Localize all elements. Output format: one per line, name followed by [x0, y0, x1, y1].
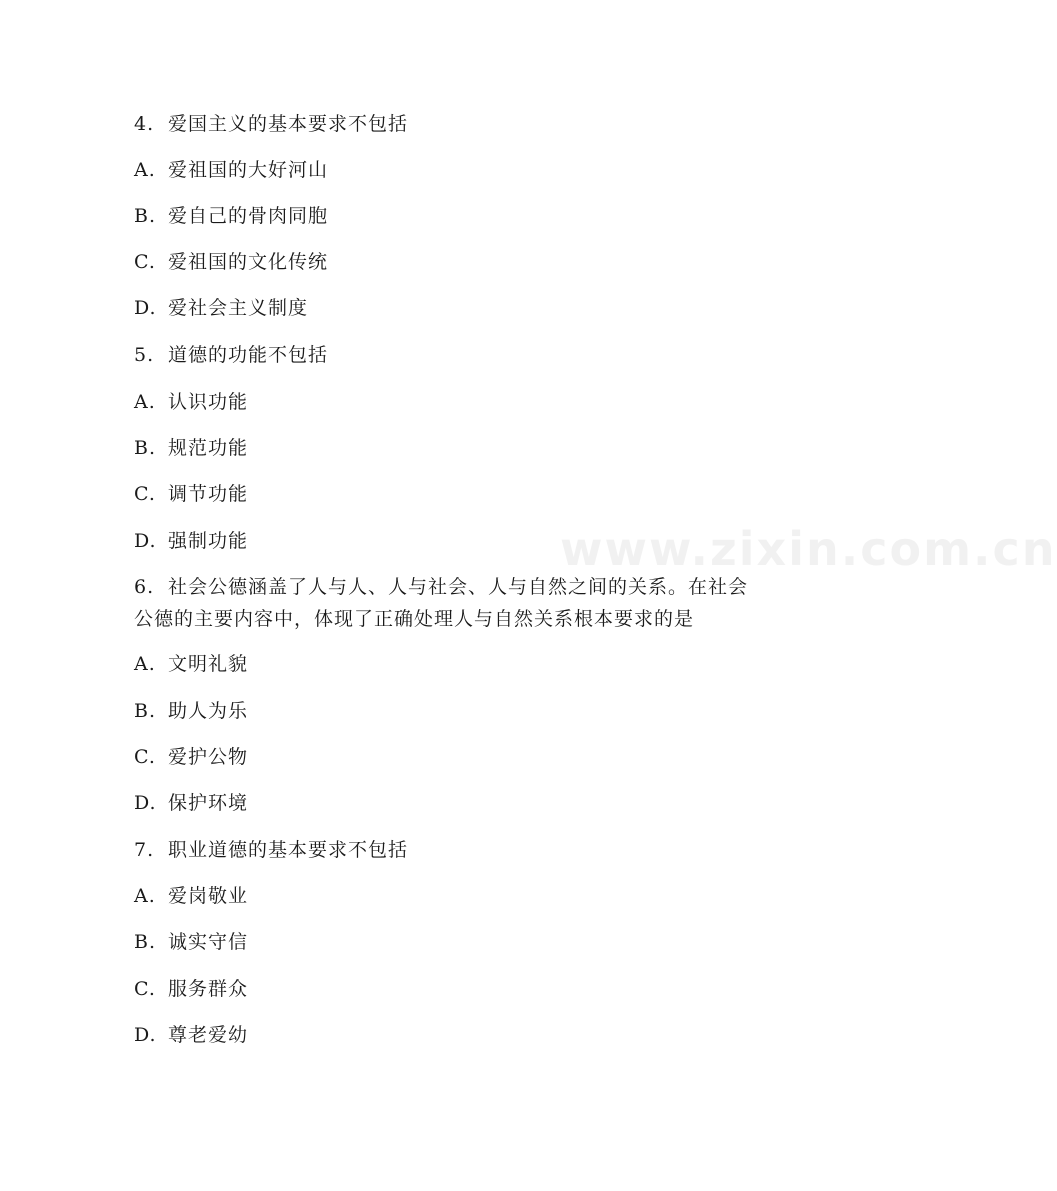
question-6-option-d: [134, 791, 248, 815]
option-text: 爱自己的骨肉同胞: [168, 205, 329, 227]
question-5-option-c: [134, 482, 248, 506]
question-5-option-b: [134, 436, 248, 460]
question-7-stem: [134, 838, 408, 862]
option-label: A.: [134, 653, 156, 675]
option-label: C.: [134, 978, 156, 1000]
question-4-option-b: [134, 204, 328, 228]
question-4-option-c: [134, 250, 328, 274]
question-4-option-d: [134, 296, 308, 320]
option-text: 诚实守信: [168, 931, 249, 953]
question-6-option-c: [134, 745, 248, 769]
question-4-stem: [134, 112, 408, 136]
question-number: 4.: [134, 113, 155, 135]
question-7-option-a: [134, 884, 248, 908]
option-label: B.: [134, 700, 157, 722]
question-4-option-a: [134, 158, 328, 182]
option-label: D.: [134, 1024, 157, 1046]
option-text: 爱社会主义制度: [168, 297, 309, 319]
option-label: B.: [134, 437, 157, 459]
option-text: 保护环境: [168, 792, 249, 814]
question-6-option-a: [134, 652, 248, 676]
option-label: D.: [134, 530, 157, 552]
option-text: 助人为乐: [168, 700, 249, 722]
option-text: 认识功能: [168, 391, 249, 413]
option-text: 规范功能: [168, 437, 249, 459]
option-label: A.: [134, 391, 156, 413]
option-text: 爱祖国的文化传统: [168, 251, 329, 273]
question-text: 道德的功能不包括: [168, 344, 329, 366]
option-label: C.: [134, 746, 156, 768]
option-text: 爱岗敬业: [168, 885, 249, 907]
option-text: 文明礼貌: [168, 653, 249, 675]
question-number: 5.: [134, 344, 155, 366]
option-text: 强制功能: [168, 530, 249, 552]
question-6-stem-line-2: 公德的主要内容中，体现了正确处理人与自然关系根本要求的是: [134, 608, 695, 630]
question-number: 7.: [134, 839, 155, 861]
option-label: C.: [134, 251, 156, 273]
option-label: B.: [134, 931, 157, 953]
option-text: 服务群众: [168, 978, 249, 1000]
option-text: 调节功能: [168, 483, 249, 505]
watermark: www.zixin.com.cn: [560, 522, 1057, 576]
question-7-option-d: [134, 1023, 248, 1047]
question-5-option-d: [134, 529, 248, 553]
question-text: 职业道德的基本要求不包括: [168, 839, 409, 861]
option-label: C.: [134, 483, 156, 505]
question-6-option-b: [134, 699, 248, 723]
question-6-stem-line-1: [134, 575, 748, 599]
question-number: 6.: [134, 576, 155, 598]
question-text: 爱国主义的基本要求不包括: [168, 113, 409, 135]
question-7-option-c: [134, 977, 248, 1001]
option-text: 尊老爱幼: [168, 1024, 249, 1046]
option-label: D.: [134, 792, 157, 814]
question-5-option-a: [134, 390, 248, 414]
option-label: B.: [134, 205, 157, 227]
option-label: A.: [134, 885, 156, 907]
option-label: D.: [134, 297, 157, 319]
option-text: 爱祖国的大好河山: [168, 159, 329, 181]
option-label: A.: [134, 159, 156, 181]
option-text: 爱护公物: [168, 746, 249, 768]
question-text: 社会公德涵盖了人与人、人与社会、人与自然之间的关系。在社会: [168, 576, 749, 598]
question-5-stem: [134, 343, 328, 367]
question-7-option-b: [134, 930, 248, 954]
